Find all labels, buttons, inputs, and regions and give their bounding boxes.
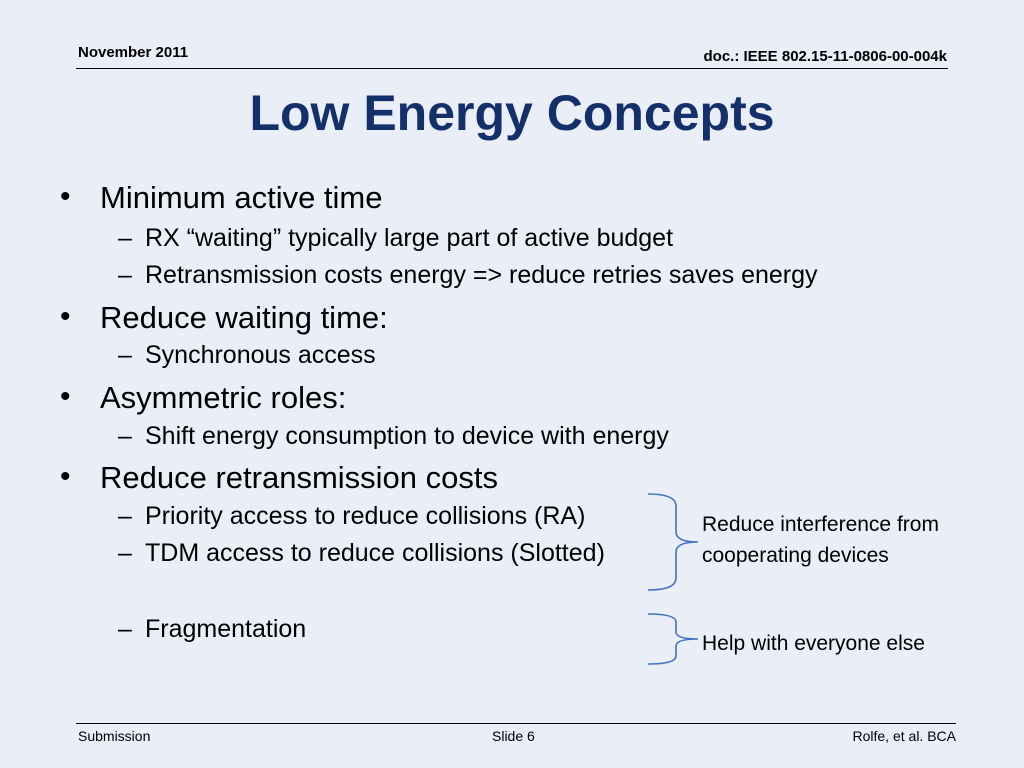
sub-bullet-shift-energy: Shift energy consumption to device with energy <box>145 422 669 450</box>
bullet-marker: • <box>60 180 71 213</box>
dash-marker: – <box>118 502 132 530</box>
header-date: November 2011 <box>78 44 189 61</box>
header-doc-id: doc.: IEEE 802.15-11-0806-00-004k <box>703 48 947 65</box>
annotation-reduce-interference-line2: cooperating devices <box>702 544 889 567</box>
slide-title: Low Energy Concepts <box>249 85 775 141</box>
footer-divider <box>76 723 956 724</box>
bullet-marker: • <box>60 380 71 413</box>
bullet-reduce-retransmission-costs: Reduce retransmission costs <box>100 460 498 495</box>
dash-marker: – <box>118 615 132 643</box>
right-brace-fragmentation <box>646 612 706 666</box>
bullet-asymmetric-roles: Asymmetric roles: <box>100 380 347 415</box>
dash-marker: – <box>118 539 132 567</box>
bullet-marker: • <box>60 460 71 493</box>
sub-bullet-priority-access: Priority access to reduce collisions (RA) <box>145 502 586 530</box>
footer-submission: Submission <box>78 728 151 744</box>
bullet-marker: • <box>60 300 71 333</box>
sub-bullet-rx-waiting: RX “waiting” typically large part of active budget <box>145 224 674 252</box>
footer-slide-number: Slide 6 <box>492 728 535 744</box>
dash-marker: – <box>118 224 132 252</box>
sub-bullet-fragmentation: Fragmentation <box>145 615 307 643</box>
right-brace-collisions <box>646 492 706 592</box>
dash-marker: – <box>118 341 132 369</box>
annotation-help-everyone-else: Help with everyone else <box>702 632 925 655</box>
bullet-reduce-waiting-time: Reduce waiting time: <box>100 300 388 335</box>
dash-marker: – <box>118 261 132 289</box>
annotation-reduce-interference-line1: Reduce interference from <box>702 513 939 536</box>
footer-authors: Rolfe, et al. BCA <box>852 728 956 744</box>
dash-marker: – <box>118 422 132 450</box>
sub-bullet-retransmission-costs: Retransmission costs energy => reduce retries saves energy <box>145 261 818 289</box>
sub-bullet-synchronous-access: Synchronous access <box>145 341 376 369</box>
header-divider <box>76 68 948 69</box>
bullet-minimum-active-time: Minimum active time <box>100 180 383 215</box>
sub-bullet-tdm-access: TDM access to reduce collisions (Slotted) <box>145 539 605 567</box>
